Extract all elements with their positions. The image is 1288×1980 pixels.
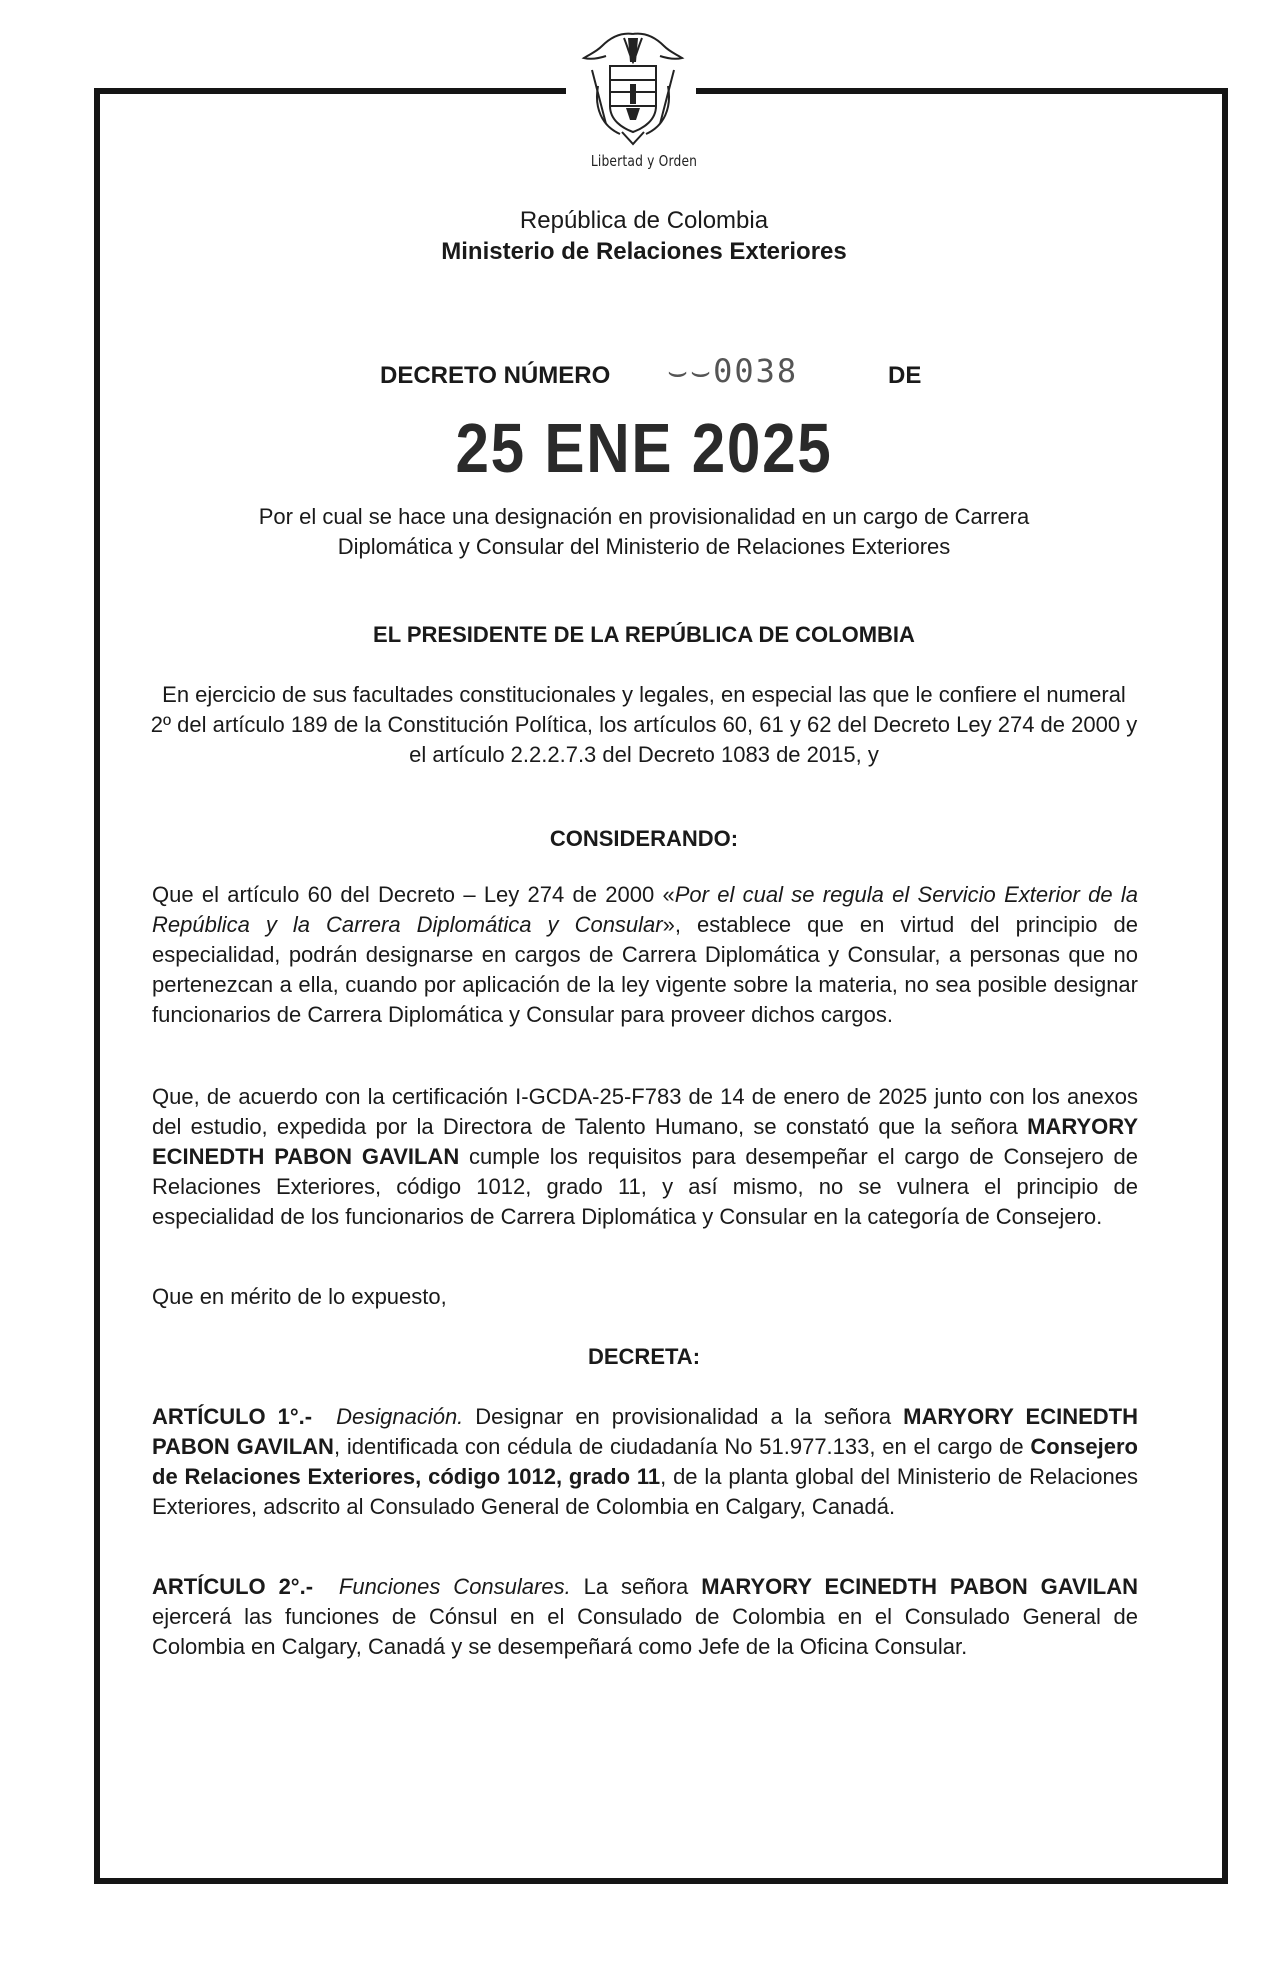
motto: Libertad y Orden [590,152,698,170]
article-1 [152,1402,1138,1522]
article-title: Funciones Consulares. [338,1574,571,1599]
considering-paragraph-2 [152,1082,1138,1232]
text: ejercerá las funciones de Cónsul en el Consulado de Colombia en el Consulado General de Colombia en Calgary, Canadá y se desempeñará como Jefe de la Oficina Consular. [152,1604,1138,1659]
authority-powers: En ejercicio de sus facultades constitucionales y legales, en especial las que le confiere el numeral 2º del artículo 189 de la Constitución Política, los artículos 60, 61 y 62 del Decreto Ley 274 de 2000 y el artículo 2.2.2.7.3 del Decreto 1083 de 2015, y [150,682,1138,767]
authority-title: EL PRESIDENTE DE LA REPÚBLICA DE COLOMBIA [373,622,915,647]
considering-paragraph-1 [152,880,1138,1030]
text: La señora [570,1574,702,1599]
date-stamp: 25 ENE 2025 [455,409,833,487]
text: Que el artículo 60 del Decreto – Ley 274 de 2000 « [152,882,675,907]
text: , identificada con cédula de ciudadanía No 51.977.133, en el cargo de [333,1434,1031,1459]
text: Que, de acuerdo con la certificación I-GCDA-25-F783 de 14 de enero de 2025 junto con los anexos del estudio, expedida por la Directora de Talento Humano, se constató que la señora [152,1084,1138,1139]
text: , de la planta global del Ministerio de Relaciones Exteriores, adscrito al Consulado General de Colombia en Calgary, Canadá. [152,1464,1138,1519]
decree-number [667,352,798,391]
law-title: Por el cual se regula el Servicio Exterior de la República y la Carrera Diplomática y Consular [152,882,1138,937]
article-title: Designación. [336,1404,464,1429]
ministry-name: Ministerio de Relaciones Exteriores [441,238,847,265]
decree-subtitle [0,502,1288,562]
article-label: ARTÍCULO 1°.- [152,1404,313,1429]
decree-number-value: 0038 [713,352,799,390]
text: », establece que en virtud del principio de especialidad, podrán designarse en cargos de Carrera Diplomática y Consular, a personas que no pertenezcan a ella, cuando por aplicación de la ley vigente sobre la materia, no sea posible designar funcionarios de Carrera Diplomática y Consular para proveer dichos cargos. [152,912,1139,1027]
coat-of-arms-icon [572,28,694,146]
article-label: ARTÍCULO 2°.- [152,1574,314,1599]
appointee-name: MARYORY ECINEDTH PABON GAVILAN [701,1574,1139,1599]
text: Designar en provisionalidad a la señora [463,1404,904,1429]
republic-name: República de Colombia [519,207,769,234]
decreta-heading: DECRETA: [587,1344,701,1369]
position-name: Consejero de Relaciones Exteriores, código 1012, grado 11 [152,1434,1138,1489]
considering-paragraph-3: Que en mérito de lo expuesto, [152,1284,447,1309]
subtitle-line-2: Diplomática y Consular del Ministerio de Relaciones Exteriores [337,534,951,559]
decree-number-marks: ⌣⌣ [667,352,714,390]
considering-heading: CONSIDERANDO: [549,826,739,851]
article-2 [152,1572,1138,1662]
subtitle-line-1: Por el cual se hace una designación en provisionalidad en un cargo de Carrera [258,504,1030,529]
text: cumple los requisitos para desempeñar el cargo de Consejero de Relaciones Exteriores, código 1012, grado 11, y así mismo, no se vulnera el principio de especialidad de los funcionarios de Carrera Diplomática y Consular en la categoría de Consejero. [152,1144,1139,1229]
appointee-name: MARYORY ECINEDTH PABON GAVILAN [152,1114,1138,1169]
decree-de: DE [888,362,922,389]
appointee-name: MARYORY ECINEDTH PABON GAVILAN [152,1404,1138,1459]
decree-label: DECRETO NÚMERO [380,362,611,389]
